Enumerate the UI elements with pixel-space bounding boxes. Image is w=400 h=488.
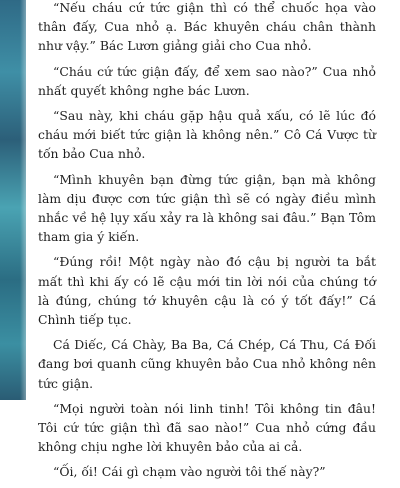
page-edge-illustration [0, 0, 26, 400]
paragraph-5: “Đúng rồi! Một ngày nào đó cậu bị người ta bắt mất thì khi ấy có lẽ cậu mới tin lời nói của chúng tớ là đúng, chúng tớ khuyên cậu là có ý tốt đấy!” Cá Chình tiếp tục. [38, 254, 376, 328]
paragraph-2: “Cháu cứ tức giận đấy, để xem sao nào?” Cua nhỏ nhất quyết không nghe bác Lươn. [38, 63, 376, 98]
paragraph-3: “Sau này, khi cháu gặp hậu quả xấu, có lẽ lúc đó cháu mới biết tức giận là không nên.” Cô Cá Vược từ tốn bảo Cua nhỏ. [38, 108, 376, 162]
paragraph-1: “Nếu cháu cứ tức giận thì có thể chuốc họa vào thân đấy, Cua nhỏ ạ. Bác khuyên cháu chân thành như vậy.” Bác Lươn giảng giải cho Cua nhỏ. [38, 0, 376, 54]
paragraph-8: “Ối, ối! Cái gì chạm vào người tôi thế này?” [53, 464, 326, 480]
story-text [38, 0, 376, 488]
paragraph-4: “Mình khuyên bạn đừng tức giận, bạn mà không làm dịu được cơn tức giận thì sẽ có ngày điều mình nhắc về hệ lụy xấu xảy ra là không sai đâu.” Bạn Tôm tham gia ý kiến. [38, 171, 376, 245]
paragraph-6: Cá Diếc, Cá Chày, Ba Ba, Cá Chép, Cá Thu, Cá Đối đang bơi quanh cũng khuyên bảo Cua nhỏ không nên tức giận. [38, 337, 376, 391]
paragraph-7: “Mọi người toàn nói linh tinh! Tôi không tin đâu! Tôi cứ tức giận thì đã sao nào!” Cua nhỏ cứng đầu không chịu nghe lời khuyên bảo của ai cả. [38, 400, 376, 455]
